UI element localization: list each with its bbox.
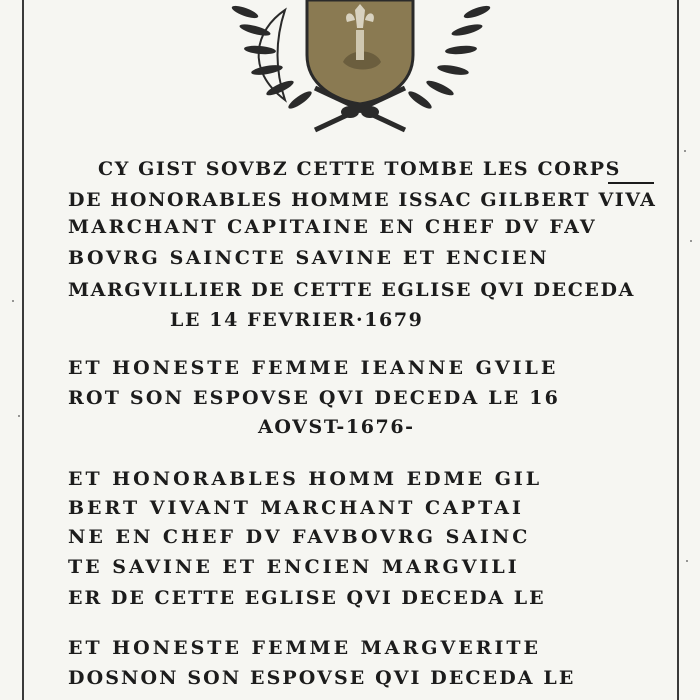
inscription-line: BOVRG SAINCTE SAVINE ET ENCIEN (68, 247, 550, 269)
inscription-line: CY GIST SOVBZ CETTE TOMBE LES CORPS (98, 158, 621, 180)
inscription-line: MARGVILLIER DE CETTE EGLISE QVI DECEDA (68, 279, 635, 301)
overline-mark (608, 182, 654, 184)
inscription-line: BERT VIVANT MARCHANT CAPTAI (68, 497, 524, 519)
inscription-line: ER DE CETTE EGLISE QVI DECEDA LE (68, 587, 546, 609)
inscription-line: NE EN CHEF DV FAVBOVRG SAINC (68, 526, 531, 548)
inscription-line: MARCHANT CAPITAINE EN CHEF DV FAV (68, 216, 598, 238)
inscription-line: LE 14 FEVRIER·1679 (170, 309, 424, 331)
inscription-line: ET HONESTE FEMME MARGVERITE (68, 637, 541, 659)
inscription-line: ROT SON ESPOVSE QVI DECEDA LE 16 (68, 387, 561, 409)
inscription-line: TE SAVINE ET ENCIEN MARGVILI (68, 556, 520, 578)
inscription-line: AOVST-1676- (258, 416, 415, 438)
inscription-line: DE HONORABLES HOMME ISSAC GILBERT VIVA (68, 189, 657, 211)
inscription-line: ET HONORABLES HOMM EDME GIL (68, 468, 543, 490)
inscription-line: ET HONESTE FEMME IEANNE GVILE (68, 357, 559, 379)
inscription-line: DOSNON SON ESPOVSE QVI DECEDA LE (68, 667, 576, 689)
